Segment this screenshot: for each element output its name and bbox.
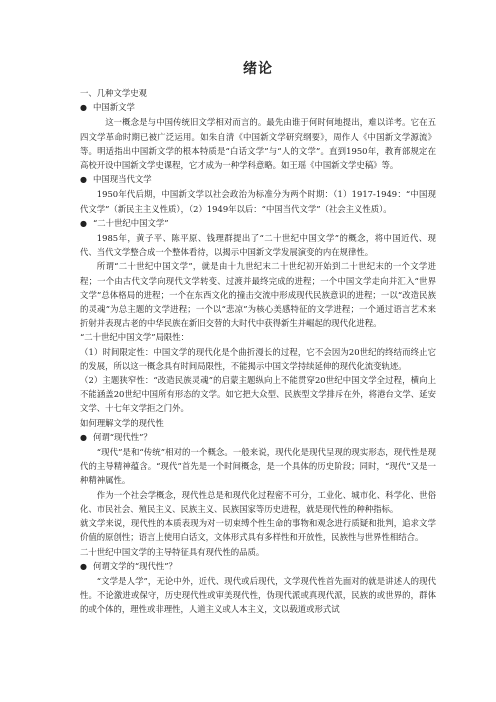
paragraph: （1）时间限定性：中国文学的现代化是个曲折漫长的过程，它不会因为20世纪的终结而终止它的发展，所以这一概念具有时间局限性，不能揭示中国文学持续延伸的现代化流变轨迹。 xyxy=(80,346,436,371)
bullet-heading: ● “二十世纪中国文学” xyxy=(80,216,436,231)
paragraph: 这一概念是与中国传统旧文学相对而言的。最先由谁于何时何地提出，难以详考。它在五四文学革命时期已被广泛运用。如朱自清《中国新文学研究纲要》，周作人《中国新文学源流》等。明适指出中国新文学的根本特质是“白话文学”与“人的文学”。直到1950年，教育部规定在高校开设中国新文学史课程，它才成为一种学科意略。如王瑶《中国新文学史稿》等。 xyxy=(80,117,436,171)
paragraph: 1985年，黄子平、陈平原、钱理群提出了“二十世纪中国文学”的概念，将中国近代、现代、当代文学整合成一个整体看待，以揭示中国新文学发展演变的内在规律性。 xyxy=(80,233,436,258)
paragraph: 作为一个社会学概念，现代性总是和现代化过程密不可分，工业化、城市化、科学化、世俗化、市民社会、殖民主义、民族主义、民族国家等历史进程，就是现代性的种种指标。 xyxy=(80,489,436,514)
section-heading: 如何理解文学的现代性 xyxy=(80,417,164,428)
paragraph: “二十世纪中国文学”局限性： xyxy=(80,332,190,343)
paragraph: “文学是人学”，无论中外，近代、现代或后现代，文学现代性首先面对的就是讲述人的现代性。不论激进或保守，历史现代性或审美现代性，伪现代派或真现代派，民族的或世界的，群体的或个体的，理性或非理性，人道主义或人本主义，文以载道或形式试 xyxy=(80,575,436,615)
paragraph: 所谓“二十世纪中国文学”，就是由十九世纪末二十世纪初开始到二十世纪末的一个文学进程；一个由古代文学向现代文学转变、过渡并最终完成的进程；一个中国文学走向并汇入“世界文学”总体格局的进程；一个在东西文化的撞击交流中形成现代民族意识的进程；一以“改造民族的灵魂”为总主题的文学进程；一个以“悲凉”为核心美感特征的文学进程；一个通过语言艺术来折射并表现古老的中华民族在新旧交替的大时代中获得新生并崛起的现代化进程。 xyxy=(80,261,436,329)
bullet-heading: ● 何谓文学的“现代性”？ xyxy=(80,559,436,574)
bullet-heading: ● 中国新文学 xyxy=(80,100,436,115)
paragraph: 二十世纪中国文学的主导特征具有现代性的品质。 xyxy=(80,546,265,557)
paragraph: 1950年代后期，中国新文学以社会政治为标准分为两个时期：（1）1917-1949：“中国现代文学”（新民主主义性质），（2）1949年以后：“中国当代文学”（社会主义性质）。 xyxy=(80,189,436,214)
paragraph: （2）主题狭窄性：“改造民族灵魂”的启蒙主题纵向上不能贯穿20世纪中国文学全过程，横向上不能涵盖20世纪中国所有形态的文学。如它把大众型、民族型文学排斥在外，将港台文学、延安文学、十七年文学拒之门外。 xyxy=(80,375,436,414)
paragraph: 就文学来说，现代性的本质表现为对一切束缚个性生命的事物和观念进行质疑和批判，追求文学价值的原创性；语言上使用白话文，文体形式具有多样性和开放性，民族性与世界性相结合。 xyxy=(80,518,436,543)
bullet-heading: ● 中国现当代文学 xyxy=(80,172,436,187)
bullet-heading: ● 何谓“现代性”？ xyxy=(80,430,436,445)
page-title: 绪论 xyxy=(243,61,273,77)
paragraph: “现代”是和“传统”相对的一个概念。一般来说，现代化是现代呈现的现实形态，现代性是现代的主导精神蕴含。“现代”首先是一个时间概念，是一个具体的历史阶段；同时，“现代”又是一种精神属性。 xyxy=(80,447,436,486)
section-heading: 一、几种文学史观 xyxy=(80,88,147,98)
